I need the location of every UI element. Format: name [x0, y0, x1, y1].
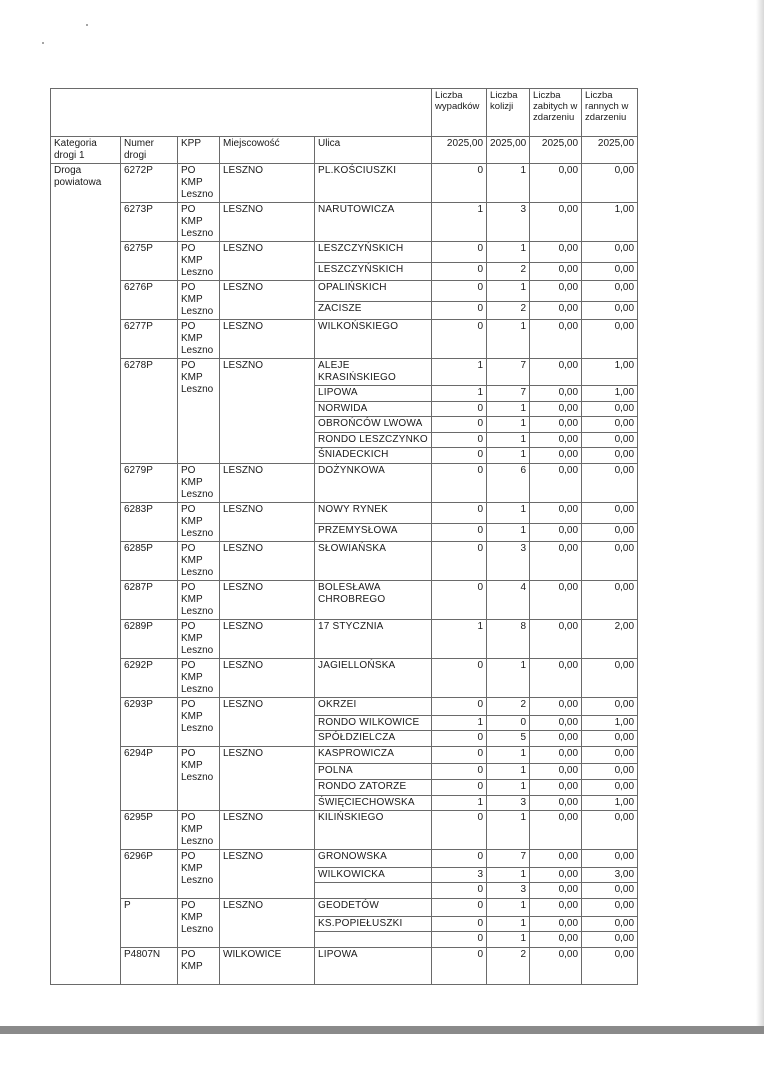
- collisions-cell: 0: [487, 715, 530, 731]
- kpp-cell: PO KMP Leszno: [178, 811, 220, 850]
- locality-cell: LESZNO: [220, 619, 315, 658]
- collisions-cell: 1: [487, 401, 530, 417]
- accidents-cell: 1: [432, 619, 487, 658]
- table-row: [51, 242, 638, 263]
- accidents-cell: 1: [432, 203, 487, 242]
- accidents-cell: 0: [432, 463, 487, 502]
- injured-cell: 0,00: [582, 746, 638, 764]
- locality-cell: LESZNO: [220, 697, 315, 746]
- collisions-cell: 3: [487, 541, 530, 580]
- street-cell: [315, 883, 432, 899]
- street-cell: WILKOŃSKIEGO: [315, 320, 432, 359]
- killed-cell: 0,00: [530, 715, 582, 731]
- collisions-cell: 1: [487, 867, 530, 883]
- kpp-cell: PO KMP Leszno: [178, 697, 220, 746]
- injured-cell: 1,00: [582, 359, 638, 386]
- road-number-cell: P: [121, 898, 178, 947]
- street-cell: OPALIŃSKICH: [315, 281, 432, 302]
- col-header-year-collisions: 2025,00: [487, 137, 530, 164]
- killed-cell: 0,00: [530, 359, 582, 386]
- street-cell: JAGIELLOŃSKA: [315, 658, 432, 697]
- accidents-cell: 0: [432, 883, 487, 899]
- killed-cell: 0,00: [530, 850, 582, 868]
- collisions-cell: 2: [487, 947, 530, 984]
- col-header-street: Ulica: [315, 137, 432, 164]
- collisions-cell: 1: [487, 811, 530, 850]
- locality-cell: LESZNO: [220, 359, 315, 464]
- killed-cell: 0,00: [530, 898, 582, 916]
- table-row: [51, 898, 638, 916]
- kpp-cell: PO KMP Leszno: [178, 898, 220, 947]
- killed-cell: 0,00: [530, 867, 582, 883]
- street-cell: WILKOWICKA: [315, 867, 432, 883]
- kpp-cell: PO KMP Leszno: [178, 203, 220, 242]
- killed-cell: 0,00: [530, 262, 582, 280]
- collisions-cell: 1: [487, 417, 530, 433]
- table-row: [51, 359, 638, 386]
- accidents-cell: 0: [432, 580, 487, 619]
- collisions-cell: 1: [487, 764, 530, 780]
- injured-cell: 0,00: [582, 262, 638, 280]
- street-cell: SŁOWIAŃSKA: [315, 541, 432, 580]
- kpp-cell: PO KMP Leszno: [178, 658, 220, 697]
- collisions-cell: 1: [487, 898, 530, 916]
- kpp-cell: PO KMP Leszno: [178, 242, 220, 281]
- accidents-cell: 0: [432, 850, 487, 868]
- injured-cell: 0,00: [582, 779, 638, 795]
- locality-cell: LESZNO: [220, 203, 315, 242]
- table-row: [51, 502, 638, 523]
- table-row: [51, 658, 638, 697]
- locality-cell: LESZNO: [220, 658, 315, 697]
- road-number-cell: 6285P: [121, 541, 178, 580]
- road-number-cell: 6273P: [121, 203, 178, 242]
- road-number-cell: 6296P: [121, 850, 178, 899]
- table-row: [51, 281, 638, 302]
- collisions-cell: 1: [487, 779, 530, 795]
- killed-cell: 0,00: [530, 164, 582, 203]
- accidents-cell: 0: [432, 898, 487, 916]
- killed-cell: 0,00: [530, 448, 582, 464]
- accidents-cell: 1: [432, 795, 487, 811]
- injured-cell: 1,00: [582, 795, 638, 811]
- accidents-cell: 0: [432, 502, 487, 523]
- collisions-cell: 1: [487, 916, 530, 932]
- injured-cell: 0,00: [582, 916, 638, 932]
- street-cell: NORWIDA: [315, 401, 432, 417]
- killed-cell: 0,00: [530, 779, 582, 795]
- killed-cell: 0,00: [530, 386, 582, 402]
- collisions-cell: 2: [487, 697, 530, 715]
- collisions-cell: 1: [487, 658, 530, 697]
- collisions-cell: 2: [487, 301, 530, 319]
- accidents-cell: 0: [432, 731, 487, 747]
- accidents-cell: 0: [432, 658, 487, 697]
- scan-bottom-edge: [0, 1026, 764, 1034]
- col-header-year-killed: 2025,00: [530, 137, 582, 164]
- kpp-cell: PO KMP Leszno: [178, 746, 220, 810]
- street-cell: RONDO WILKOWICE: [315, 715, 432, 731]
- collisions-cell: 1: [487, 448, 530, 464]
- kpp-cell: PO KMP Leszno: [178, 463, 220, 502]
- killed-cell: 0,00: [530, 320, 582, 359]
- locality-cell: LESZNO: [220, 164, 315, 203]
- scan-edge-shadow: [756, 0, 764, 1034]
- street-cell: GEODETÓW: [315, 898, 432, 916]
- injured-cell: 1,00: [582, 386, 638, 402]
- locality-cell: LESZNO: [220, 242, 315, 281]
- accidents-cell: 1: [432, 359, 487, 386]
- street-cell: LESZCZYŃSKICH: [315, 262, 432, 280]
- injured-cell: 0,00: [582, 850, 638, 868]
- street-cell: KASPROWICZA: [315, 746, 432, 764]
- collisions-cell: 1: [487, 281, 530, 302]
- road-number-cell: 6278P: [121, 359, 178, 464]
- street-cell: OKRZEI: [315, 697, 432, 715]
- col-header-category: Kategoria drogi 1: [51, 137, 121, 164]
- accidents-cell: 0: [432, 523, 487, 541]
- accidents-cell: 0: [432, 401, 487, 417]
- collisions-cell: 7: [487, 850, 530, 868]
- locality-cell: WILKOWICE: [220, 947, 315, 984]
- road-number-cell: 6287P: [121, 580, 178, 619]
- road-number-cell: 6283P: [121, 502, 178, 541]
- collisions-cell: 1: [487, 502, 530, 523]
- table-row: [51, 811, 638, 850]
- accidents-cell: 0: [432, 811, 487, 850]
- col-header-road-number: Numer drogi: [121, 137, 178, 164]
- injured-cell: 0,00: [582, 764, 638, 780]
- injured-cell: 0,00: [582, 947, 638, 984]
- killed-cell: 0,00: [530, 947, 582, 984]
- road-number-cell: 6275P: [121, 242, 178, 281]
- table-row: [51, 541, 638, 580]
- injured-cell: 0,00: [582, 448, 638, 464]
- road-category-cell: Droga powiatowa: [51, 164, 121, 985]
- collisions-cell: 3: [487, 795, 530, 811]
- street-cell: KILIŃSKIEGO: [315, 811, 432, 850]
- kpp-cell: PO KMP Leszno: [178, 502, 220, 541]
- accidents-cell: 0: [432, 916, 487, 932]
- road-number-cell: 6289P: [121, 619, 178, 658]
- kpp-cell: PO KMP Leszno: [178, 619, 220, 658]
- accidents-cell: 0: [432, 764, 487, 780]
- accidents-cell: 0: [432, 301, 487, 319]
- locality-cell: LESZNO: [220, 898, 315, 947]
- collisions-cell: 1: [487, 164, 530, 203]
- street-cell: RONDO ZATORZE: [315, 779, 432, 795]
- table-row: [51, 746, 638, 764]
- col-header-year-injured: 2025,00: [582, 137, 638, 164]
- locality-cell: LESZNO: [220, 281, 315, 320]
- killed-cell: 0,00: [530, 502, 582, 523]
- col-header-locality: Miejscowość: [220, 137, 315, 164]
- injured-cell: 0,00: [582, 281, 638, 302]
- accidents-cell: 0: [432, 281, 487, 302]
- accidents-cell: 0: [432, 417, 487, 433]
- accidents-cell: 0: [432, 432, 487, 448]
- street-cell: DOŻYNKOWA: [315, 463, 432, 502]
- collisions-cell: 1: [487, 432, 530, 448]
- injured-cell: 0,00: [582, 502, 638, 523]
- injured-cell: 1,00: [582, 203, 638, 242]
- street-cell: NOWY RYNEK: [315, 502, 432, 523]
- road-number-cell: 6277P: [121, 320, 178, 359]
- street-cell: ŚWIĘCIECHOWSKA: [315, 795, 432, 811]
- injured-cell: 0,00: [582, 883, 638, 899]
- col-header-kpp: KPP: [178, 137, 220, 164]
- collisions-cell: 1: [487, 932, 530, 948]
- collisions-cell: 4: [487, 580, 530, 619]
- street-cell: 17 STYCZNIA: [315, 619, 432, 658]
- collisions-cell: 1: [487, 242, 530, 263]
- locality-cell: LESZNO: [220, 746, 315, 810]
- street-cell: OBROŃCÓW LWOWA: [315, 417, 432, 433]
- killed-cell: 0,00: [530, 883, 582, 899]
- street-cell: KS.POPIEŁUSZKI: [315, 916, 432, 932]
- accidents-cell: 0: [432, 779, 487, 795]
- header-collisions: Liczba kolizji: [487, 89, 530, 137]
- scan-speck: [86, 24, 88, 26]
- street-cell: LIPOWA: [315, 386, 432, 402]
- accidents-cell: 0: [432, 262, 487, 280]
- street-cell: GRONOWSKA: [315, 850, 432, 868]
- injured-cell: 0,00: [582, 164, 638, 203]
- table-row: [51, 463, 638, 502]
- road-number-cell: 6272P: [121, 164, 178, 203]
- road-number-cell: P4807N: [121, 947, 178, 984]
- road-number-cell: 6279P: [121, 463, 178, 502]
- table-row: [51, 164, 638, 203]
- killed-cell: 0,00: [530, 697, 582, 715]
- accidents-cell: 1: [432, 715, 487, 731]
- collisions-cell: 3: [487, 883, 530, 899]
- injured-cell: 0,00: [582, 541, 638, 580]
- killed-cell: 0,00: [530, 203, 582, 242]
- street-cell: LESZCZYŃSKICH: [315, 242, 432, 263]
- street-cell: ZACISZE: [315, 301, 432, 319]
- locality-cell: LESZNO: [220, 580, 315, 619]
- street-cell: NARUTOWICZA: [315, 203, 432, 242]
- killed-cell: 0,00: [530, 463, 582, 502]
- injured-cell: 0,00: [582, 320, 638, 359]
- header-killed: Liczba zabitych w zdarzeniu: [530, 89, 582, 137]
- kpp-cell: PO KMP Leszno: [178, 580, 220, 619]
- killed-cell: 0,00: [530, 417, 582, 433]
- accidents-cell: 0: [432, 947, 487, 984]
- road-number-cell: 6294P: [121, 746, 178, 810]
- accidents-cell: 0: [432, 164, 487, 203]
- killed-cell: 0,00: [530, 916, 582, 932]
- scan-speck: [42, 42, 44, 44]
- accidents-cell: 3: [432, 867, 487, 883]
- killed-cell: 0,00: [530, 401, 582, 417]
- table-row: [51, 850, 638, 868]
- injured-cell: 0,00: [582, 731, 638, 747]
- collisions-cell: 2: [487, 262, 530, 280]
- killed-cell: 0,00: [530, 932, 582, 948]
- street-cell: SPÓŁDZIELCZA: [315, 731, 432, 747]
- accidents-cell: 0: [432, 320, 487, 359]
- collisions-cell: 1: [487, 746, 530, 764]
- column-header-row: [51, 137, 638, 164]
- street-cell: ŚNIADECKICH: [315, 448, 432, 464]
- kpp-cell: PO KMP: [178, 947, 220, 984]
- killed-cell: 0,00: [530, 541, 582, 580]
- collisions-cell: 7: [487, 359, 530, 386]
- injured-cell: 0,00: [582, 432, 638, 448]
- killed-cell: 0,00: [530, 281, 582, 302]
- injured-cell: 0,00: [582, 417, 638, 433]
- injured-cell: 1,00: [582, 715, 638, 731]
- accidents-cell: 0: [432, 242, 487, 263]
- kpp-cell: PO KMP Leszno: [178, 281, 220, 320]
- injured-cell: 0,00: [582, 811, 638, 850]
- killed-cell: 0,00: [530, 795, 582, 811]
- killed-cell: 0,00: [530, 658, 582, 697]
- header-injured: Liczba rannych w zdarzeniu: [582, 89, 638, 137]
- col-header-year-accidents: 2025,00: [432, 137, 487, 164]
- accidents-cell: 0: [432, 697, 487, 715]
- locality-cell: LESZNO: [220, 541, 315, 580]
- kpp-cell: PO KMP Leszno: [178, 541, 220, 580]
- header-accidents: Liczba wypadków: [432, 89, 487, 137]
- injured-cell: 0,00: [582, 932, 638, 948]
- top-header-row: [51, 89, 638, 137]
- injured-cell: 0,00: [582, 523, 638, 541]
- accidents-cell: 0: [432, 746, 487, 764]
- locality-cell: LESZNO: [220, 320, 315, 359]
- collisions-cell: 1: [487, 320, 530, 359]
- locality-cell: LESZNO: [220, 502, 315, 541]
- street-cell: ALEJE KRASIŃSKIEGO: [315, 359, 432, 386]
- killed-cell: 0,00: [530, 764, 582, 780]
- street-cell: POLNA: [315, 764, 432, 780]
- injured-cell: 0,00: [582, 463, 638, 502]
- locality-cell: LESZNO: [220, 811, 315, 850]
- street-cell: PL.KOŚCIUSZKI: [315, 164, 432, 203]
- injured-cell: 0,00: [582, 697, 638, 715]
- table-row: [51, 320, 638, 359]
- locality-cell: LESZNO: [220, 850, 315, 899]
- killed-cell: 0,00: [530, 746, 582, 764]
- table-body: [51, 89, 638, 985]
- street-cell: BOLESŁAWA CHROBREGO: [315, 580, 432, 619]
- road-number-cell: 6276P: [121, 281, 178, 320]
- injured-cell: 0,00: [582, 658, 638, 697]
- injured-cell: 0,00: [582, 580, 638, 619]
- street-cell: [315, 932, 432, 948]
- injured-cell: 0,00: [582, 401, 638, 417]
- kpp-cell: PO KMP Leszno: [178, 359, 220, 464]
- road-number-cell: 6293P: [121, 697, 178, 746]
- killed-cell: 0,00: [530, 301, 582, 319]
- road-number-cell: 6295P: [121, 811, 178, 850]
- street-cell: PRZEMYSŁOWA: [315, 523, 432, 541]
- killed-cell: 0,00: [530, 242, 582, 263]
- kpp-cell: PO KMP Leszno: [178, 164, 220, 203]
- killed-cell: 0,00: [530, 580, 582, 619]
- injured-cell: 0,00: [582, 898, 638, 916]
- killed-cell: 0,00: [530, 811, 582, 850]
- killed-cell: 0,00: [530, 432, 582, 448]
- killed-cell: 0,00: [530, 731, 582, 747]
- collisions-cell: 3: [487, 203, 530, 242]
- accidents-cell: 1: [432, 386, 487, 402]
- accidents-cell: 0: [432, 448, 487, 464]
- killed-cell: 0,00: [530, 523, 582, 541]
- table-row: [51, 203, 638, 242]
- collisions-cell: 7: [487, 386, 530, 402]
- accident-statistics-table: [50, 88, 638, 985]
- table-row: [51, 947, 638, 984]
- table-row: [51, 580, 638, 619]
- locality-cell: LESZNO: [220, 463, 315, 502]
- collisions-cell: 1: [487, 523, 530, 541]
- accidents-cell: 0: [432, 932, 487, 948]
- kpp-cell: PO KMP Leszno: [178, 320, 220, 359]
- injured-cell: 2,00: [582, 619, 638, 658]
- killed-cell: 0,00: [530, 619, 582, 658]
- injured-cell: 0,00: [582, 301, 638, 319]
- blank-header-cell: [51, 89, 432, 137]
- table-row: [51, 619, 638, 658]
- kpp-cell: PO KMP Leszno: [178, 850, 220, 899]
- road-number-cell: 6292P: [121, 658, 178, 697]
- street-cell: RONDO LESZCZYNKO: [315, 432, 432, 448]
- accidents-cell: 0: [432, 541, 487, 580]
- street-cell: LIPOWA: [315, 947, 432, 984]
- injured-cell: 0,00: [582, 242, 638, 263]
- collisions-cell: 6: [487, 463, 530, 502]
- table-row: [51, 697, 638, 715]
- injured-cell: 3,00: [582, 867, 638, 883]
- collisions-cell: 8: [487, 619, 530, 658]
- collisions-cell: 5: [487, 731, 530, 747]
